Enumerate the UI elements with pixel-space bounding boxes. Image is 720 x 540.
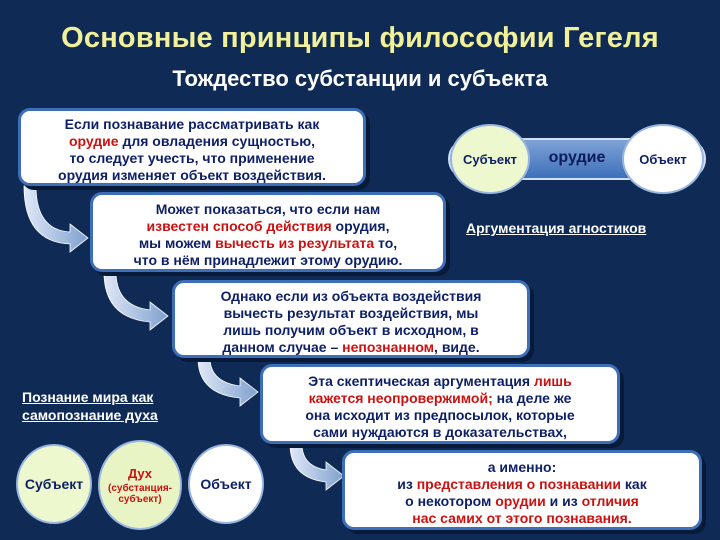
flow-arrow-1 (24, 186, 88, 252)
step-3-text (221, 288, 482, 355)
knowledge-subject-label: Субъект (24, 476, 84, 492)
step-5-text (397, 459, 646, 526)
knowledge-object-label: Объект (200, 476, 252, 492)
highlight-text: представления о познавании (416, 476, 622, 492)
step-text-fragment: на деле же (492, 390, 572, 406)
highlight-text: известен способ действия (146, 218, 332, 234)
knowledge-subject-circle (16, 444, 92, 524)
spirit-note-line2: субъект) (118, 493, 162, 505)
agnostic-subject-label: Субъект (462, 151, 518, 167)
step-text-fragment: о некотором (405, 493, 496, 509)
highlight-text: непознанном (342, 339, 435, 355)
step-text-fragment: Однако если из объекта воздействия (220, 288, 482, 304)
step-box-5 (342, 450, 702, 530)
tool-label: орудие (548, 149, 606, 166)
highlight-text: нас самих от этого познавания. (412, 510, 632, 526)
step-text-fragment: для овладения сущностью, (118, 133, 316, 149)
step-4-text (305, 373, 574, 440)
step-text-fragment: то следует учесть, что применение (69, 150, 315, 166)
step-text-fragment: как (621, 476, 647, 492)
step-text-fragment: Если познавание рассматривать как (64, 116, 320, 132)
highlight-text: лишь (533, 373, 572, 389)
step-box-1 (18, 108, 366, 186)
step-text-fragment: данном случае – (222, 339, 343, 355)
knowledge-object-circle (188, 444, 264, 524)
step-text-fragment: лишь получим объект в исходном, в (223, 322, 479, 338)
highlight-text: орудие (68, 133, 119, 149)
flow-arrow-4 (290, 444, 344, 490)
step-text-fragment: и из (545, 493, 582, 509)
agnostic-object-label: Объект (639, 151, 687, 167)
spirit-label: Дух (127, 465, 153, 481)
step-box-4 (260, 364, 620, 444)
flow-arrow-2 (104, 272, 168, 330)
step-text-fragment: Может показаться, что если нам (155, 201, 381, 217)
step-text-fragment: орудия, (331, 218, 390, 234)
step-2-text (134, 201, 403, 268)
step-text-fragment: Эта скептическая аргументация (308, 373, 534, 389)
step-text-fragment: мы можем (138, 235, 216, 251)
page-title: Основные принципы философии Гегеля (61, 22, 659, 54)
knowledge-caption (22, 388, 158, 424)
highlight-text: орудии (495, 493, 546, 509)
step-text-fragment: она исходит из предпосылок, которые (305, 407, 575, 423)
highlight-text: вычесть из результата (215, 235, 375, 251)
spirit-circle (98, 440, 182, 530)
page-subtitle: Тождество субстанции и субъекта (172, 66, 548, 91)
agnostic-subject-circle (450, 124, 530, 194)
highlight-text: кажется неопровержимой; (308, 390, 493, 406)
step-text-fragment: , виде. (434, 339, 480, 355)
knowledge-caption-line2: самопознание духа (22, 407, 158, 423)
step-box-3 (172, 280, 530, 358)
knowledge-caption-line1: Познание мира как (22, 389, 154, 405)
step-box-2 (90, 192, 446, 272)
flow-arrow-3 (198, 358, 258, 406)
step-text-fragment: сами нуждаются в доказательствах, (313, 424, 567, 440)
step-text-fragment: вычесть результат воздействия, мы (223, 305, 479, 321)
agnostic-object-circle (622, 124, 704, 194)
step-text-fragment: то, (374, 235, 398, 251)
spirit-note-line1: (субстанция- (107, 482, 173, 494)
step-text-fragment: орудия изменяет объект воздействия. (58, 167, 326, 183)
highlight-text: отличия (581, 493, 639, 509)
step-text-fragment: что в нём принадлежит этому орудию. (133, 252, 403, 268)
step-1-text (58, 116, 326, 183)
step-text-fragment: а именно: (487, 459, 557, 475)
agnostic-caption: Аргументация агностиков (466, 220, 647, 236)
step-text-fragment: из (397, 476, 417, 492)
